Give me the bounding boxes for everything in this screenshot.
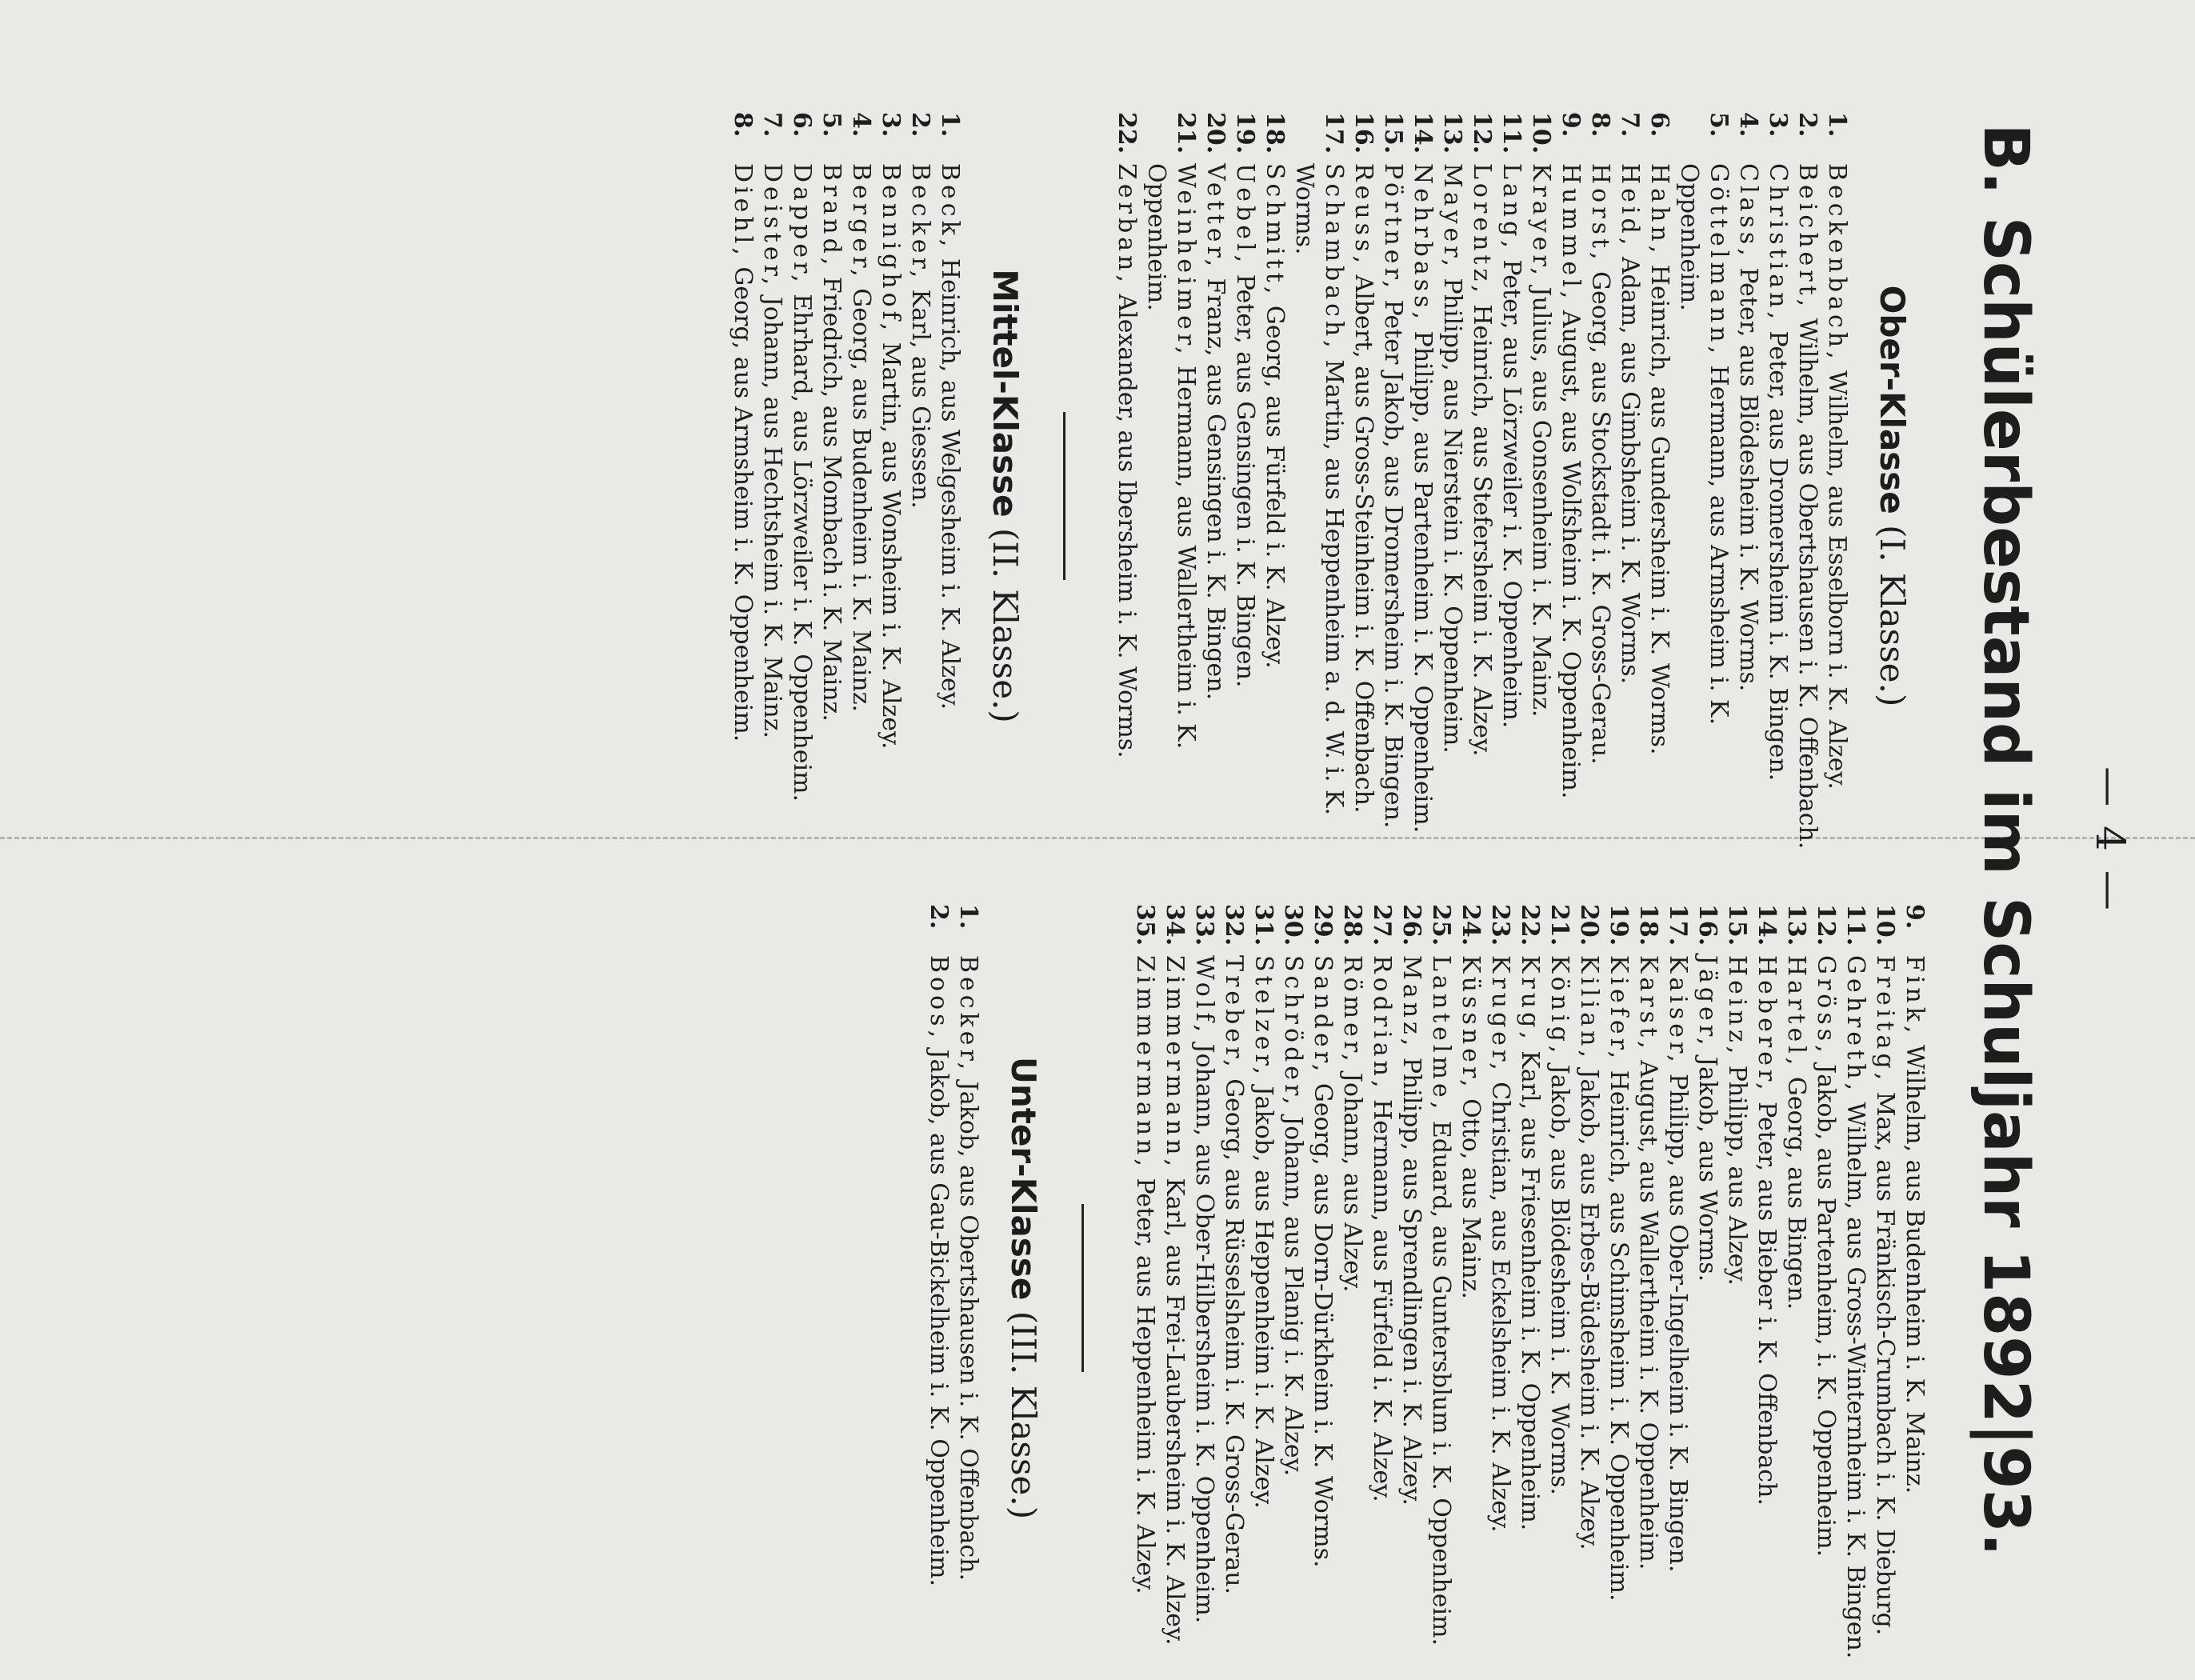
student-surname: Pörtner,	[1379, 163, 1407, 293]
student-entry	[954, 904, 983, 1672]
student-details: Otto, aus Mainz.	[1457, 1098, 1485, 1299]
student-entry	[1841, 904, 1870, 1672]
page-number: — 4 —	[2087, 766, 2133, 914]
student-details: Ehrhard, aus Lörzweiler i. K. Oppenheim.	[788, 294, 816, 802]
student-details: Jakob, aus Worms.	[1693, 1057, 1721, 1282]
entry-number: 12.	[1468, 112, 1496, 154]
student-surname: Bennighof,	[877, 163, 905, 335]
student-surname: Fink,	[1901, 955, 1929, 1038]
student-surname: Küssner,	[1457, 955, 1485, 1091]
student-surname: Krug,	[1516, 955, 1544, 1043]
entry-number: 8.	[1586, 112, 1614, 138]
entry-number: 20.	[1201, 112, 1229, 154]
student-entry	[935, 112, 965, 880]
student-details: Karl, aus Friesenheim i. K. Oppenheim.	[1516, 1050, 1544, 1531]
student-entry	[1130, 904, 1160, 1672]
student-details: Friedrich, aus Mombach i. K. Mainz.	[818, 276, 846, 722]
entry-number: 33.	[1190, 904, 1218, 946]
entry-number: 13.	[1782, 904, 1810, 946]
student-entry	[1645, 112, 1674, 880]
student-surname: Jäger,	[1693, 955, 1721, 1050]
student-surname: Freitag,	[1871, 955, 1899, 1085]
student-entry	[1367, 904, 1397, 1672]
entry-number: 7.	[758, 112, 786, 138]
student-surname: Kilian,	[1575, 955, 1603, 1062]
student-entry	[1141, 112, 1201, 880]
student-details: Johann, aus Alzey.	[1338, 1072, 1366, 1293]
entry-number: 18.	[1634, 904, 1662, 946]
student-entry	[1308, 904, 1337, 1672]
student-entry	[1663, 904, 1693, 1672]
student-details: Philipp, aus Sprendlingen i. K. Alzey.	[1397, 1057, 1425, 1506]
student-surname: Deister,	[758, 163, 786, 290]
student-entry	[1485, 904, 1515, 1672]
student-entry	[1249, 904, 1278, 1672]
student-entry	[1189, 904, 1219, 1672]
student-entry	[1260, 112, 1289, 880]
student-entry	[1526, 112, 1556, 880]
entry-number: 28.	[1338, 904, 1366, 946]
student-surname: Dapper,	[788, 163, 816, 286]
student-details: Johann, aus Planig i. K. Alzey.	[1279, 1116, 1307, 1477]
student-entry	[1763, 112, 1793, 880]
student-surname: Berger,	[847, 163, 875, 281]
student-entry	[906, 112, 935, 880]
student-surname: Vetter,	[1201, 163, 1229, 271]
student-details: Wilhelm, aus Esselborn i. K. Alzey.	[1823, 370, 1851, 790]
entry-number: 20.	[1575, 904, 1603, 946]
student-entry	[1349, 112, 1378, 880]
student-surname: Hummel,	[1557, 163, 1585, 303]
student-surname: Wolf,	[1190, 955, 1218, 1037]
student-surname: Heid,	[1616, 163, 1644, 250]
student-surname: Gröss,	[1812, 955, 1840, 1057]
student-details: Philipp, aus Ober-Ingelheim i. K. Bingen.	[1664, 1074, 1692, 1573]
entry-number: 3.	[877, 112, 905, 138]
student-surname: Römer,	[1338, 955, 1366, 1066]
student-surname: Göttelmann,	[1705, 163, 1733, 358]
student-surname: Boos,	[925, 955, 953, 1042]
student-details: Jakob, aus Obertshausen i. K. Offenbach.	[954, 1081, 982, 1582]
entry-number: 18.	[1261, 112, 1289, 154]
student-surname: Becker,	[906, 163, 934, 282]
student-entry	[1497, 112, 1526, 880]
student-details: Wilhelm, aus Budenheim i. K. Mainz.	[1901, 1045, 1929, 1494]
student-surname: Zerban,	[1113, 163, 1141, 286]
student-surname: Stelzer,	[1249, 955, 1277, 1079]
student-details: Peter, aus Bieber i. K. Offenbach.	[1753, 1102, 1781, 1506]
entry-number: 24.	[1457, 904, 1485, 946]
entry-number: 1.	[954, 904, 982, 930]
entry-number: 1.	[936, 112, 964, 138]
student-entry	[1574, 904, 1604, 1672]
student-entry	[1633, 904, 1663, 1672]
student-entry	[1378, 112, 1408, 880]
student-details: August, aus Wallertheim i. K. Oppenheim.	[1634, 1060, 1662, 1570]
student-surname: Beck,	[936, 163, 964, 251]
student-entry	[1556, 112, 1585, 880]
student-entry	[1289, 112, 1349, 880]
student-entry	[787, 112, 817, 880]
student-details: Hermann, aus Fürfeld i. K. Alzey.	[1368, 1099, 1396, 1502]
entry-number: 25.	[1427, 904, 1455, 946]
student-entry	[1781, 904, 1811, 1672]
section-divider	[1082, 1204, 1084, 1372]
student-details: Alexander, aus Ibersheim i. K. Worms.	[1113, 294, 1141, 758]
student-details: Philipp, aus Alzey.	[1723, 1065, 1751, 1286]
entry-number: 14.	[1409, 112, 1437, 154]
ober-klasse-list-part-2	[1130, 904, 1929, 1672]
student-surname: Hahn,	[1645, 163, 1673, 258]
student-entry	[924, 904, 954, 1672]
ober-klasse-heading: Ober-Klasse (I. Klasse.)	[1873, 285, 1912, 707]
student-details: Heinrich, aus Welgesheim i. K. Alzey.	[936, 258, 964, 710]
student-entry	[1900, 904, 1929, 1672]
student-entry	[1230, 112, 1260, 880]
right-column	[924, 904, 1929, 1672]
student-surname: Lantelme,	[1427, 955, 1455, 1114]
entry-number: 19.	[1231, 112, 1259, 154]
student-details: Julius, aus Gonsenheim i. K. Mainz.	[1527, 286, 1555, 718]
student-entry	[1793, 112, 1822, 880]
student-entry	[1870, 904, 1900, 1672]
student-surname: Beichert,	[1793, 163, 1821, 311]
section-divider	[1063, 412, 1066, 580]
entry-number: 13.	[1438, 112, 1466, 154]
student-surname: Heberer,	[1753, 955, 1781, 1094]
entry-number: 30.	[1279, 904, 1307, 946]
student-entry	[1545, 904, 1574, 1672]
entry-number: 1.	[1823, 112, 1851, 138]
student-details: Martin, aus Wonsheim i. K. Alzey.	[877, 342, 905, 750]
student-details: Eduard, aus Guntersblum i. K. Oppenheim.	[1427, 1120, 1455, 1646]
student-details: Albert, aus Gross-Steinheim i. K. Offenbach.	[1349, 274, 1377, 814]
student-details: Jakob, aus Partenheim, i. K. Oppenheim.	[1812, 1064, 1840, 1558]
student-details: Georg, aus Budenheim i. K. Mainz.	[847, 288, 875, 713]
student-entry	[1585, 112, 1615, 880]
student-entry	[846, 112, 876, 880]
entry-number: 6.	[1645, 112, 1673, 138]
student-entry	[1437, 112, 1467, 880]
student-entry	[1674, 112, 1733, 880]
left-column	[728, 112, 1929, 880]
student-details: Peter, aus Dromersheim i. K. Bingen.	[1764, 330, 1792, 782]
entry-number: 4.	[847, 112, 875, 138]
entry-number: 22.	[1516, 904, 1544, 946]
student-surname: Rodrian,	[1368, 955, 1396, 1092]
entry-number: 21.	[1172, 112, 1200, 154]
student-details: August, aus Wolfsheim i. K. Oppenheim.	[1557, 310, 1585, 799]
student-surname: Kruger,	[1486, 955, 1514, 1074]
student-details: Heinrich, aus Stefersheim i. K. Alzey.	[1468, 304, 1496, 757]
student-surname: Diehl,	[729, 163, 757, 259]
student-details: Georg, aus Stockstadt i. K. Gross-Gerau.	[1586, 271, 1614, 765]
student-surname: Krayer,	[1527, 163, 1555, 279]
entry-number: 17.	[1320, 112, 1348, 154]
student-details: Peter, aus Lörzweiler i. K. Oppenheim.	[1497, 259, 1525, 729]
entry-number: 26.	[1397, 904, 1425, 946]
student-entry	[1337, 904, 1367, 1672]
student-details: Peter, aus Gensingen i. K. Bingen.	[1231, 274, 1259, 688]
entry-number: 27.	[1368, 904, 1396, 946]
entry-number: 9.	[1901, 904, 1929, 930]
student-entry	[1456, 904, 1485, 1672]
student-details: Christian, aus Eckelsheim i. K. Alzey.	[1486, 1082, 1514, 1533]
student-surname: Hartel,	[1782, 955, 1810, 1070]
student-surname: Class,	[1734, 163, 1762, 260]
student-details: Wilhelm, aus Gross-Winternheim i. K. Bingen.	[1841, 1102, 1869, 1659]
student-entry	[1201, 112, 1230, 880]
student-surname: Sander,	[1309, 955, 1337, 1076]
student-details: Jakob, aus Blödesheim i. K. Worms.	[1545, 1064, 1573, 1495]
entry-number: 15.	[1723, 904, 1751, 946]
student-details: Georg, aus Rüsselsheim i. K. Gross-Gerau.	[1220, 1078, 1248, 1595]
entry-number: 3.	[1764, 112, 1792, 138]
student-entry	[1604, 904, 1633, 1672]
entry-number: 5.	[818, 112, 846, 138]
student-details: Jakob, aus Gau-Bickelheim i. K. Oppenheim.	[925, 1049, 953, 1587]
student-details: Johann, aus Hechtsheim i. K. Mainz.	[758, 296, 786, 739]
mittel-klasse-heading: Mittel-Klasse (II. Klasse.)	[986, 269, 1025, 723]
entry-number: 2.	[1793, 112, 1821, 138]
student-entry	[1408, 112, 1437, 880]
student-details: Adam, aus Gimbsheim i. K. Worms.	[1616, 256, 1644, 685]
student-details: Georg, aus Armsheim i. K. Oppenheim.	[729, 266, 757, 742]
student-details: Philipp, aus Nierstein i. K. Oppenheim.	[1438, 278, 1466, 754]
student-surname: Mayer,	[1438, 163, 1466, 270]
student-entry	[1733, 112, 1763, 880]
student-entry	[1693, 904, 1722, 1672]
entry-number: 2.	[906, 112, 934, 138]
mittel-klasse-list	[728, 112, 965, 880]
student-entry	[1467, 112, 1497, 880]
entry-number: 5.	[1705, 112, 1733, 138]
student-surname: Treber,	[1220, 955, 1248, 1071]
student-details: Hermann, aus Wallertheim i. K. Oppenheim.	[1142, 163, 1200, 750]
student-entry	[728, 112, 758, 880]
entry-number: 16.	[1349, 112, 1377, 154]
student-surname: Schmitt,	[1261, 163, 1289, 298]
student-surname: Zimmermann,	[1161, 955, 1189, 1170]
entry-number: 32.	[1220, 904, 1248, 946]
entry-number: 10.	[1871, 904, 1899, 946]
student-entry	[1752, 904, 1781, 1672]
student-entry	[1397, 904, 1426, 1672]
student-details: Philipp, aus Partenheim i. K. Oppenheim.	[1409, 330, 1437, 834]
entry-number: 11.	[1841, 904, 1869, 946]
student-surname: Lorentz,	[1468, 163, 1496, 297]
student-entry	[1822, 112, 1852, 880]
entry-number: 11.	[1497, 112, 1525, 154]
student-entry	[1219, 904, 1249, 1672]
student-details: Peter, aus Heppenheim i. K. Alzey.	[1131, 1178, 1159, 1594]
entry-number: 34.	[1161, 904, 1189, 946]
ober-klasse-list-part-1	[1112, 112, 1852, 880]
entry-number: 31.	[1249, 904, 1277, 946]
entry-number: 17.	[1664, 904, 1692, 946]
student-details: Jakob, aus Heppenheim i. K. Alzey.	[1249, 1086, 1277, 1509]
document-page	[34, 24, 2161, 1659]
student-surname: König,	[1545, 955, 1573, 1058]
entry-number: 15.	[1379, 112, 1407, 154]
student-surname: Weinheimer,	[1172, 163, 1200, 358]
student-details: Karl, aus Giessen.	[906, 289, 934, 509]
student-details: Georg, aus Dorn-Dürkheim i. K. Worms.	[1309, 1082, 1337, 1568]
entry-number: 29.	[1309, 904, 1337, 946]
student-details: Max, aus Fränkisch-Crumbach i. K. Dieburg.	[1871, 1091, 1899, 1636]
entry-number: 22.	[1113, 112, 1141, 154]
student-entry	[1160, 904, 1189, 1672]
student-details: Johann, aus Ober-Hilbersheim i. K. Oppenheim.	[1190, 1043, 1218, 1624]
student-details: Wilhelm, aus Obertshausen i. K. Offenbach.	[1793, 318, 1821, 850]
entry-number: 19.	[1605, 904, 1633, 946]
student-surname: Heinz,	[1723, 955, 1751, 1058]
entry-number: 16.	[1693, 904, 1721, 946]
student-surname: Gehreth,	[1841, 955, 1869, 1095]
entry-number: 2.	[925, 904, 953, 930]
student-details: Heinrich, aus Gundersheim i. K. Worms.	[1645, 264, 1673, 755]
student-details: Heinrich, aus Schimsheim i. K. Oppenheim.	[1605, 1070, 1633, 1602]
student-details: Martin, aus Heppenheim a. d. W. i. K. Worms.	[1290, 163, 1348, 816]
student-entry	[1722, 904, 1752, 1672]
student-surname: Becker,	[954, 955, 982, 1074]
student-surname: Horst,	[1586, 163, 1614, 264]
unter-klasse-list	[924, 904, 983, 1672]
entry-number: 6.	[788, 112, 816, 138]
entry-number: 21.	[1545, 904, 1573, 946]
entry-number: 35.	[1131, 904, 1159, 946]
student-details: Peter, aus Blödesheim i. K. Worms.	[1734, 267, 1762, 692]
student-details: Karl, aus Frei-Laubersheim i. K. Alzey.	[1161, 1178, 1189, 1646]
entry-number: 14.	[1753, 904, 1781, 946]
student-surname: Beckenbach,	[1823, 163, 1851, 363]
student-entry	[1515, 904, 1545, 1672]
student-details: Franz, aus Gensingen i. K. Bingen.	[1201, 278, 1229, 701]
student-surname: Manz,	[1397, 955, 1425, 1050]
student-entry	[1615, 112, 1645, 880]
student-entry	[817, 112, 846, 880]
student-details: Jakob, aus Erbes-Büdesheim i. K. Alzey.	[1575, 1069, 1603, 1550]
student-details: Georg, aus Fürfeld i. K. Alzey.	[1261, 305, 1289, 669]
student-entry	[1112, 112, 1141, 880]
student-entry	[1811, 904, 1841, 1672]
unter-klasse-heading: Unter-Klasse (III. Klasse.)	[1004, 1056, 1043, 1520]
student-surname: Zimmermann,	[1131, 955, 1159, 1170]
student-details: Hermann, aus Armsheim i. K. Oppenheim.	[1675, 163, 1733, 726]
student-entry	[1426, 904, 1456, 1672]
page-title: B. Schülerbestand im Schuljahr 1892|93.	[1969, 123, 2041, 1557]
student-surname: Lang,	[1497, 163, 1525, 252]
student-surname: Uebel,	[1231, 163, 1259, 267]
student-surname: Schröder,	[1279, 955, 1307, 1109]
student-details: Georg, aus Bingen.	[1782, 1076, 1810, 1310]
entry-number: 23.	[1486, 904, 1514, 946]
student-surname: Kaiser,	[1664, 955, 1692, 1066]
student-entry	[1278, 904, 1308, 1672]
entry-number: 7.	[1616, 112, 1644, 138]
entry-number: 8.	[729, 112, 757, 138]
entry-number: 10.	[1527, 112, 1555, 154]
student-surname: Brand,	[818, 163, 846, 270]
entry-number: 12.	[1812, 904, 1840, 946]
student-entry	[876, 112, 906, 880]
student-surname: Christian,	[1764, 163, 1792, 323]
entry-number: 9.	[1557, 112, 1585, 138]
student-surname: Schambach,	[1320, 163, 1348, 352]
student-surname: Kiefer,	[1605, 955, 1633, 1063]
student-surname: Reuss,	[1349, 163, 1377, 267]
student-entry	[758, 112, 787, 880]
student-surname: Karst,	[1634, 955, 1662, 1053]
student-surname: Nehrbass,	[1409, 163, 1437, 324]
entry-number: 4.	[1734, 112, 1762, 138]
student-details: Peter Jakob, aus Dromersheim i. K. Bingen.	[1379, 299, 1407, 829]
